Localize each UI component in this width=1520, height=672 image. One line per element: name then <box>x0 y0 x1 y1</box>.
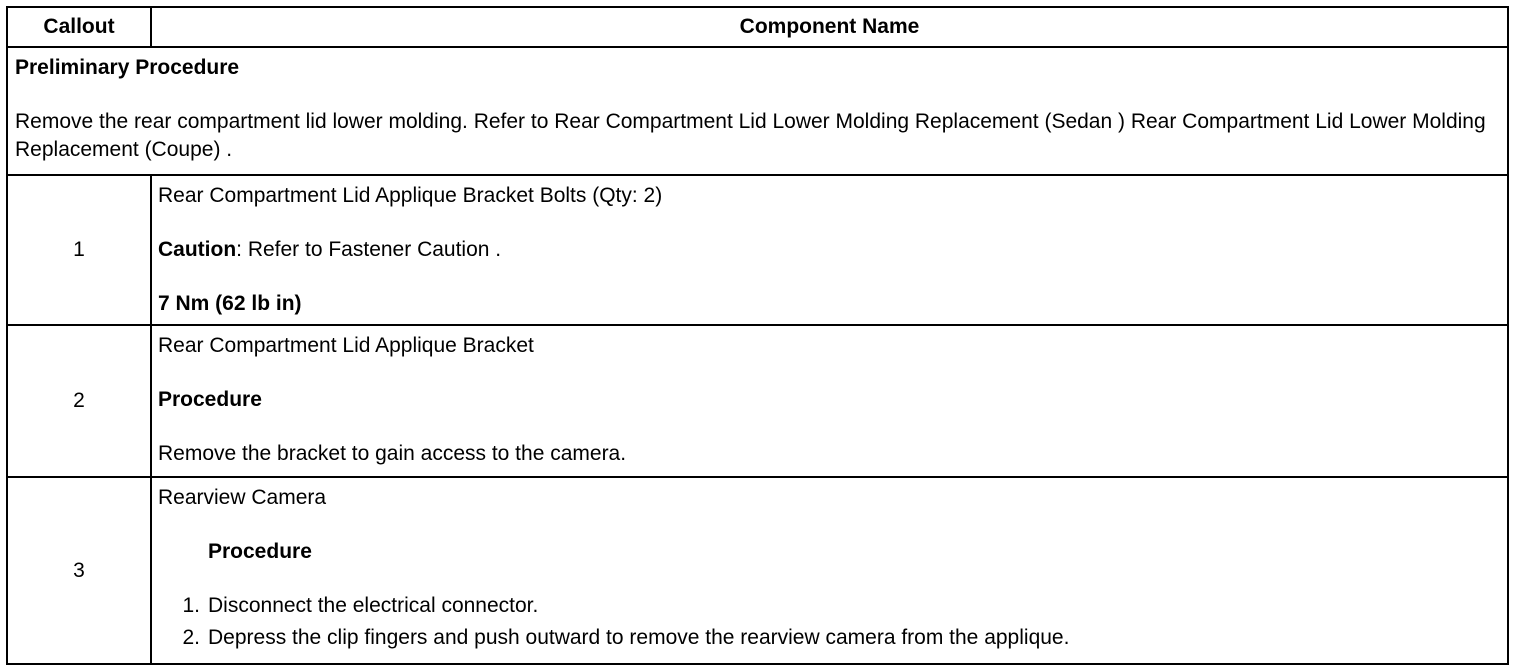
component-name: Rearview Camera <box>158 486 327 509</box>
component-table <box>6 6 1509 665</box>
callout-cell: 3 <box>7 477 151 664</box>
component-name: Rear Compartment Lid Applique Bracket Bolts (Qty: 2) <box>158 184 663 207</box>
table-row <box>7 175 1508 325</box>
caution-label: Caution <box>158 238 237 261</box>
step-text: Disconnect the electrical connector. <box>208 594 539 617</box>
callout-cell: 1 <box>7 175 151 325</box>
preliminary-row <box>7 47 1508 175</box>
list-item <box>182 625 1501 651</box>
header-row <box>7 7 1508 47</box>
component-name-header: Component Name <box>151 7 1508 47</box>
procedure-text: Remove the bracket to gain access to the camera. <box>158 442 627 465</box>
step-number: 2. <box>182 626 200 649</box>
procedure-steps <box>158 593 1501 651</box>
component-table-container <box>6 6 1507 665</box>
step-number: 1. <box>182 594 200 617</box>
preliminary-heading: Preliminary Procedure <box>15 56 240 79</box>
torque-spec: 7 Nm (62 lb in) <box>158 292 302 315</box>
step-text: Depress the clip fingers and push outward to remove the rearview camera from the applique. <box>208 626 1070 649</box>
procedure-heading: Procedure <box>158 388 262 411</box>
list-item <box>182 593 1501 619</box>
caution-text: : Refer to Fastener Caution . <box>236 238 502 261</box>
callout-header: Callout <box>7 7 151 47</box>
callout-cell: 2 <box>7 325 151 477</box>
procedure-heading: Procedure <box>208 540 312 563</box>
table-row <box>7 325 1508 477</box>
preliminary-text: Remove the rear compartment lid lower molding. Refer to Rear Compartment Lid Lower Molding Replacement (Sedan ) Rear Compartment Lid Lower Molding Replacement (Coupe) . <box>15 110 1486 161</box>
table-row <box>7 477 1508 664</box>
component-name: Rear Compartment Lid Applique Bracket <box>158 334 534 357</box>
